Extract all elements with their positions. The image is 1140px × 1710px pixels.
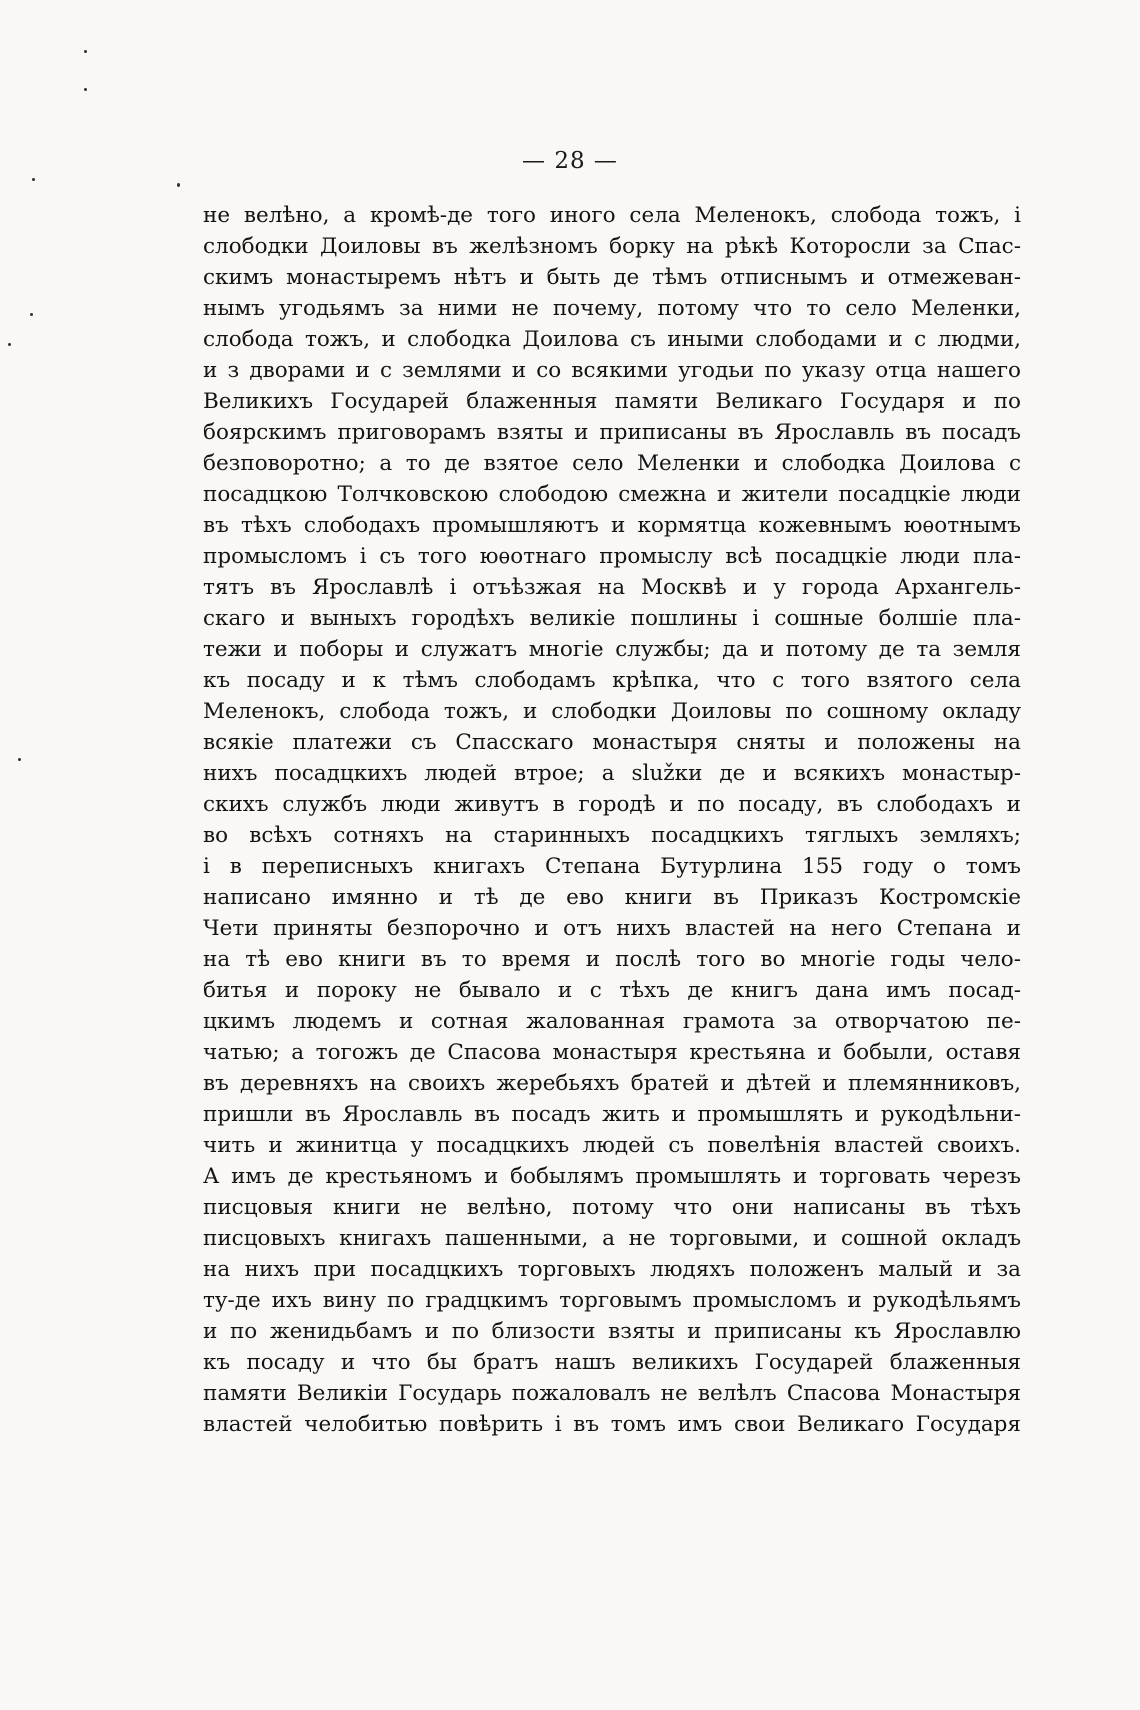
scan-speck — [18, 758, 21, 761]
text-line: Меленокъ, слобода тожъ, и слободки Доиловы по сошному окладу — [203, 699, 1021, 724]
body-text — [203, 200, 1021, 1440]
text-line: и по женидьбамъ и по близости взяты и приписаны къ Ярославлю — [203, 1319, 1021, 1344]
scan-speck — [84, 50, 87, 53]
scan-speck — [30, 313, 33, 316]
text-line: не велѣно, а кромѣ-де того иного села Меленокъ, слобода тожъ, і — [203, 203, 1021, 228]
text-line: въ тѣхъ слободахъ промышляютъ и кормятца кожевнымъ юѳотнымъ — [203, 513, 1021, 538]
text-line: боярскимъ приговорамъ взяты и приписаны въ Ярославль въ посадъ — [203, 420, 1021, 445]
text-line: на тѣ ево книги въ то время и послѣ того во многіе годы чело- — [203, 947, 1021, 972]
scan-speck — [177, 183, 180, 187]
text-line: чатью; а тогожъ де Спасова монастыря крестьяна и бобыли, оставя — [203, 1040, 1021, 1065]
text-line: всякіе платежи съ Спасскаго монастыря сняты и положены на — [203, 730, 1021, 755]
text-line: писцовыя книги не велѣно, потому что они написаны въ тѣхъ — [203, 1195, 1021, 1220]
text-line: чить и жинитца у посадцкихъ людей съ повелѣнія властей своихъ. — [203, 1133, 1021, 1158]
text-line: и з дворами и с землями и со всякими угодьи по указу отца нашего — [203, 358, 1021, 383]
text-line: скимъ монастыремъ нѣтъ и быть де тѣмъ отписнымъ и отмежеван- — [203, 265, 1021, 290]
text-line: і в переписныхъ книгахъ Степана Бутурлина 155 году о томъ — [203, 854, 1021, 879]
text-line: безповоротно; а то де взятое село Меленки и слободка Доилова с — [203, 451, 1021, 476]
text-line: пришли въ Ярославль въ посадъ жить и промышлять и рукодѣльни- — [203, 1102, 1021, 1127]
text-line: слобода тожъ, и слободка Доилова съ иными слободами и с людми, — [203, 327, 1021, 352]
text-line: Великихъ Государей блаженныя памяти Великаго Государя и по — [203, 389, 1021, 414]
text-line: слободки Доиловы въ желѣзномъ борку на рѣкѣ Которосли за Спас- — [203, 234, 1021, 259]
text-line: А имъ де крестьяномъ и бобылямъ промышлять и торговать черезъ — [203, 1164, 1021, 1189]
text-line: во всѣхъ сотняхъ на старинныхъ посадцкихъ тяглыхъ земляхъ; — [203, 823, 1021, 848]
text-line: написано имянно и тѣ де ево книги въ Приказъ Костромскіе — [203, 885, 1021, 910]
text-line: посадцкою Толчковскою слободою смежна и жители посадцкіе люди — [203, 482, 1021, 507]
text-line: памяти Великіи Государь пожаловалъ не велѣлъ Спасова Монастыря — [203, 1381, 1021, 1406]
page-number: — 28 — — [522, 148, 618, 174]
text-line: на нихъ при посадцкихъ торговыхъ людяхъ положенъ малый и за — [203, 1257, 1021, 1282]
text-line: скихъ службъ люди живутъ в городѣ и по посаду, въ слободахъ и — [203, 792, 1021, 817]
text-line: промысломъ і съ того юѳотнаго промыслу всѣ посадцкіе люди пла- — [203, 544, 1021, 569]
text-line: къ посаду и что бы братъ нашъ великихъ Государей блаженныя — [203, 1350, 1021, 1375]
text-line: въ деревняхъ на своихъ жеребьяхъ братей и дѣтей и племянниковъ, — [203, 1071, 1021, 1096]
text-line: властей челобитью повѣрить і въ томъ имъ свои Великаго Государя — [203, 1412, 1021, 1437]
text-line: писцовыхъ книгахъ пашенными, а не торговыми, и сошной окладъ — [203, 1226, 1021, 1251]
text-line: тятъ въ Ярославлѣ і отъѣзжая на Москвѣ и у города Архангель- — [203, 575, 1021, 600]
text-line: цкимъ людемъ и сотная жалованная грамота за отворчатою пе- — [203, 1009, 1021, 1034]
text-line: битья и пороку не бывало и с тѣхъ де книгъ дана имъ посад- — [203, 978, 1021, 1003]
text-line: нихъ посадцкихъ людей втрое; а služки де и всякихъ монастыр- — [203, 761, 1021, 786]
scan-speck — [8, 343, 11, 346]
text-line: ту-де ихъ вину по градцкимъ торговымъ промысломъ и рукодѣльямъ — [203, 1288, 1021, 1313]
text-line: тежи и поборы и служатъ многіе службы; да и потому де та земля — [203, 637, 1021, 662]
scan-speck — [32, 178, 35, 181]
text-line: нымъ угодьямъ за ними не почему, потому что то село Меленки, — [203, 296, 1021, 321]
text-line: Чети приняты безпорочно и отъ нихъ властей на него Степана и — [203, 916, 1021, 941]
text-line: къ посаду и к тѣмъ слободамъ крѣпка, что с того взятого села — [203, 668, 1021, 693]
text-line: скаго и выныхъ городѣхъ великіе пошлины і сошные болшіе пла- — [203, 606, 1021, 631]
scan-speck — [84, 88, 87, 91]
